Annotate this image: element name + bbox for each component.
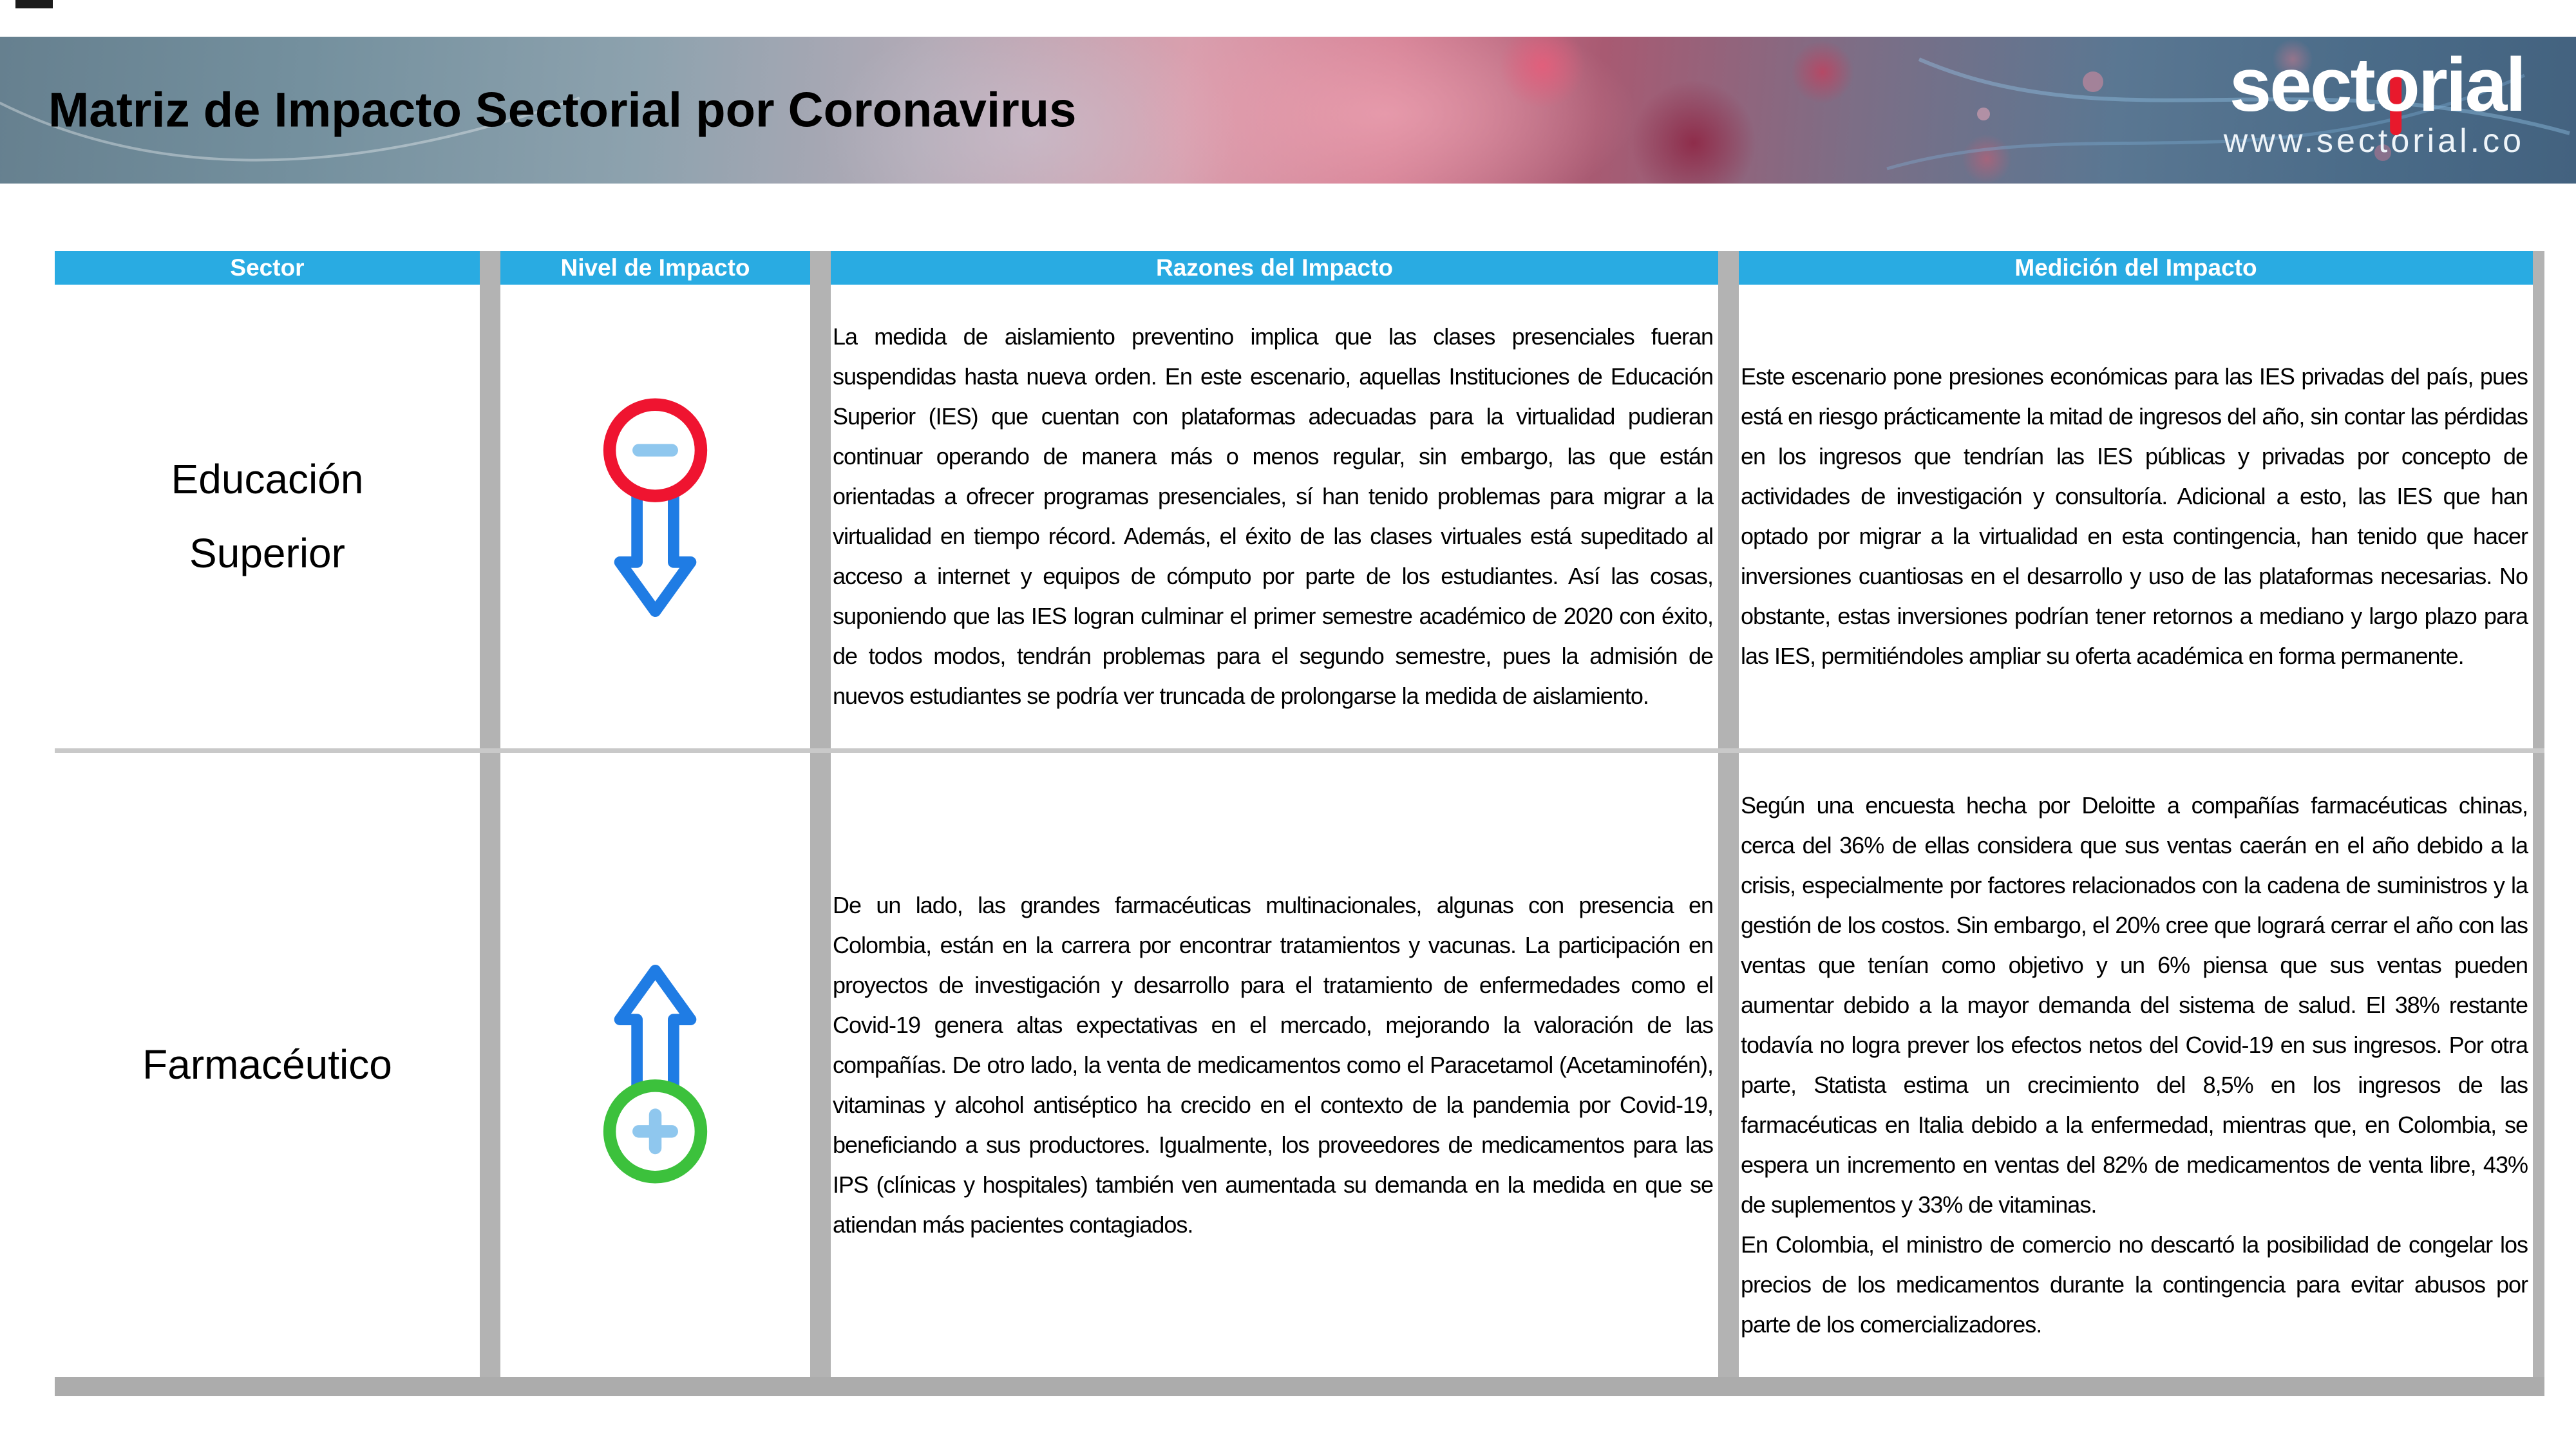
minus-icon — [632, 444, 678, 457]
measurement-text: En Colombia, el ministro de comercio no descartó la posibilidad de congelar los precios de los medicamentos durante la contingencia para evitar abusos por parte de los comercializadores. — [1741, 1231, 2528, 1338]
measurement-cell — [1739, 285, 2533, 748]
reasons-text: La medida de aislamiento preventino implica que las clases presenciales fueran suspendidas hasta nueva orden. En este escenario, aquellas Instituciones de Educación Superior (IES) que cuentan con plataformas adecuadas para la virtualidad pudieran continuar operando de manera más o menos regular, sin embargo, las que están orientadas a ofrecer programas presenciales, sí han tenido problemas para migrar a la virtualidad en tiempo récord. Además, el éxito de las clases virtuales está supeditado al acceso a internet y equipos de cómputo por parte de los estudiantes. Así las cosas, suponiendo que las IES logran culminar el primer semestre académico de 2020 con éxito, de todos modos, tendrán problemas para el segundo semestre, pues la admisión de nuevos estudiantes se podría ver truncada de prolongarse la medida de aislamiento. — [833, 323, 1713, 709]
row-divider — [55, 748, 2544, 753]
column-header-nivel-de-impacto: Nivel de Impacto — [500, 251, 810, 285]
impact-level-cell — [500, 753, 810, 1377]
brand-chart-bar-icon: o — [2373, 43, 2418, 128]
column-header-sector: Sector — [55, 251, 480, 285]
page-title: Matriz de Impacto Sectorial por Coronavirus — [48, 82, 1077, 138]
brand-word-prefix: sect — [2229, 43, 2374, 128]
brand-word-suffix: rial — [2418, 43, 2524, 128]
column-divider — [1718, 251, 1739, 1377]
brand-logo — [2223, 43, 2524, 160]
table-bottom-edge — [55, 1377, 2544, 1396]
measurement-text: Según una encuesta hecha por Deloitte a compañías farmacéuticas chinas, cerca del 36% de ellas considera que sus ventas caerán en el año debido a la crisis, especialmente por factores relacionados con la cadena de suministros y la gestión de los costos. Sin embargo, el 20% cree que logrará cerrar el año con las ventas que tenían como objetivo y un 6% piensa que sus ventas pueden aumentar debido a la mayor demanda del sistema de salud. El 38% restante todavía no logra prever los efectos netos del Covid-19 en sus ingresos. Por otra parte, Statista estima un crecimiento del 8,5% en los ingresos de las farmacéuticas en Italia debido a la enfermedad, mientras que, en Colombia, se espera un incremento en ventas del 82% de medicamentos de venta libre, 43% de suplementos y 33% de vitaminas. — [1741, 791, 2528, 1218]
positive-impact-icon — [587, 940, 724, 1191]
column-header-medicion-del-impacto: Medición del Impacto — [1739, 251, 2533, 285]
brand-url: www.sectorial.co — [2223, 122, 2524, 160]
sector-cell — [55, 285, 480, 748]
column-divider — [480, 251, 500, 1377]
negative-impact-icon — [587, 391, 724, 642]
sector-name-line: Farmacéutico — [142, 1041, 392, 1088]
reasons-cell — [831, 285, 1718, 748]
reasons-text: De un lado, las grandes farmacéuticas multinacionales, algunas con presencia en Colombia, están en la carrera por encontrar tratamientos y vacunas. La participación en proyectos de investigación y desarrollo para el tratamiento de enfermedades como el Covid-19 genera altas expectativas en el mercado, mejorando la valoración de las compañías. De otro lado, la venta de medicamentos como el Paracetamol (Acetaminofén), vitaminas y alcohol antiséptico ha crecido en el contexto de la pandemia por Covid-19, beneficiando a sus productores. Igualmente, los proveedores de medicamentos para las IPS (clínicas y hospitales) también ven aumentada su demanda en la medida en que se atiendan más pacientes contagiados. — [833, 891, 1713, 1238]
scan-artifact — [15, 0, 53, 8]
table-right-edge — [2533, 251, 2544, 1377]
sector-name-line: Educación — [171, 455, 364, 502]
column-header-razones-del-impacto: Razones del Impacto — [831, 251, 1718, 285]
measurement-cell — [1739, 753, 2533, 1377]
impact-level-cell — [500, 285, 810, 748]
column-divider — [810, 251, 831, 1377]
brand-wordmark — [2229, 43, 2524, 128]
sector-name-line: Superior — [189, 530, 345, 576]
reasons-cell — [831, 753, 1718, 1377]
measurement-text: Este escenario pone presiones económicas para las IES privadas del país, pues está en riesgo prácticamente la mitad de ingresos del año, sin contar las pérdidas en los ingresos que tendrían las IES públicas y privadas por concepto de actividades de investigación y consultoría. Adicional a esto, las IES que han optado por migrar a la virtualidad en esta contingencia, han tenido que hacer inversiones cuantiosas en el desarrollo y uso de las plataformas necesarias. No obstante, estas inversiones podrían tener retornos a mediano y largo plazo para las IES, permitiéndoles ampliar su oferta académica en forma permanente. — [1741, 363, 2528, 669]
banner — [0, 37, 2576, 184]
sector-cell — [55, 753, 480, 1377]
